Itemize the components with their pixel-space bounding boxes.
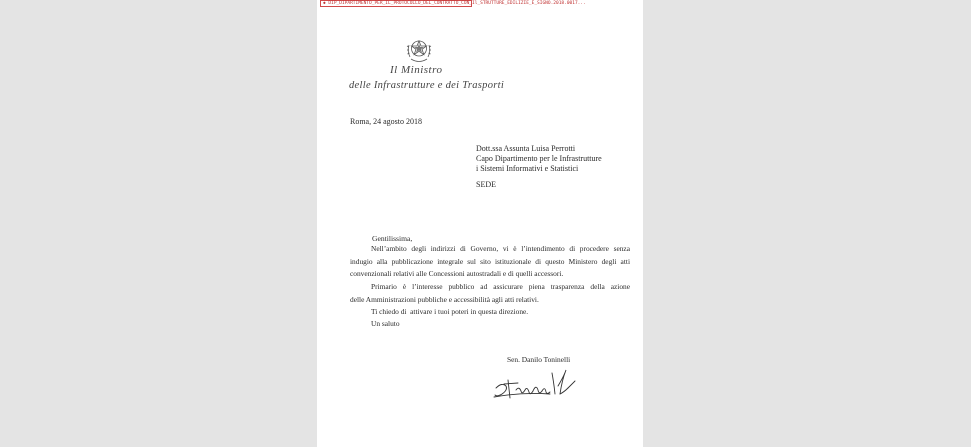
letter-page — [317, 0, 643, 447]
protocol-stamp: ◆ DIP_DIPARTIMENTO_PER_IL_PROTOCOLLO_DEL_CONTRATTO_CON_Il_STRUTTURE_EDILIZIE_E_SIGNO.2018.0017... — [320, 0, 472, 7]
signatory-name: Sen. Danilo Toninelli — [507, 355, 571, 364]
paragraph2-line2: delle Amministrazioni pubbliche e accessibilità agli atti relativi. — [350, 294, 539, 304]
ministry-name: delle Infrastrutture e dei Trasporti — [349, 80, 505, 91]
letter-date: Roma, 24 agosto 2018 — [350, 117, 422, 126]
paragraph1-line3: convenzionali relativi alle Concessioni autostradali e di quelli accessori. — [350, 269, 564, 278]
closing: Un saluto — [371, 319, 400, 328]
recipient-role-line2: i Sistemi Informativi e Statistici — [476, 164, 579, 173]
recipient-place: SEDE — [476, 180, 496, 189]
recipient-name: Dott.ssa Assunta Luisa Perrotti — [476, 144, 576, 153]
recipient-role-line1: Capo Dipartimento per le Infrastrutture — [476, 154, 602, 163]
paragraph3: Ti chiedo di attivare i tuoi poteri in questa direzione. — [371, 307, 529, 316]
italian-republic-emblem-icon — [404, 37, 434, 65]
salutation: Gentilissima, — [372, 234, 413, 243]
minister-title: Il Ministro — [390, 64, 443, 76]
paragraph1-line1: Nell’ambito degli indirizzi di Governo, vi è l’intendimento di procedere senza — [371, 244, 630, 253]
handwritten-signature — [492, 364, 578, 404]
paragraph2-line1: Primario è l’interesse pubblico ad assicurare piena trasparenza della azione — [371, 282, 630, 291]
paragraph1-line2: indugio alla pubblicazione integrale sul sito istituzionale di questo Ministero degli atti — [350, 256, 630, 266]
